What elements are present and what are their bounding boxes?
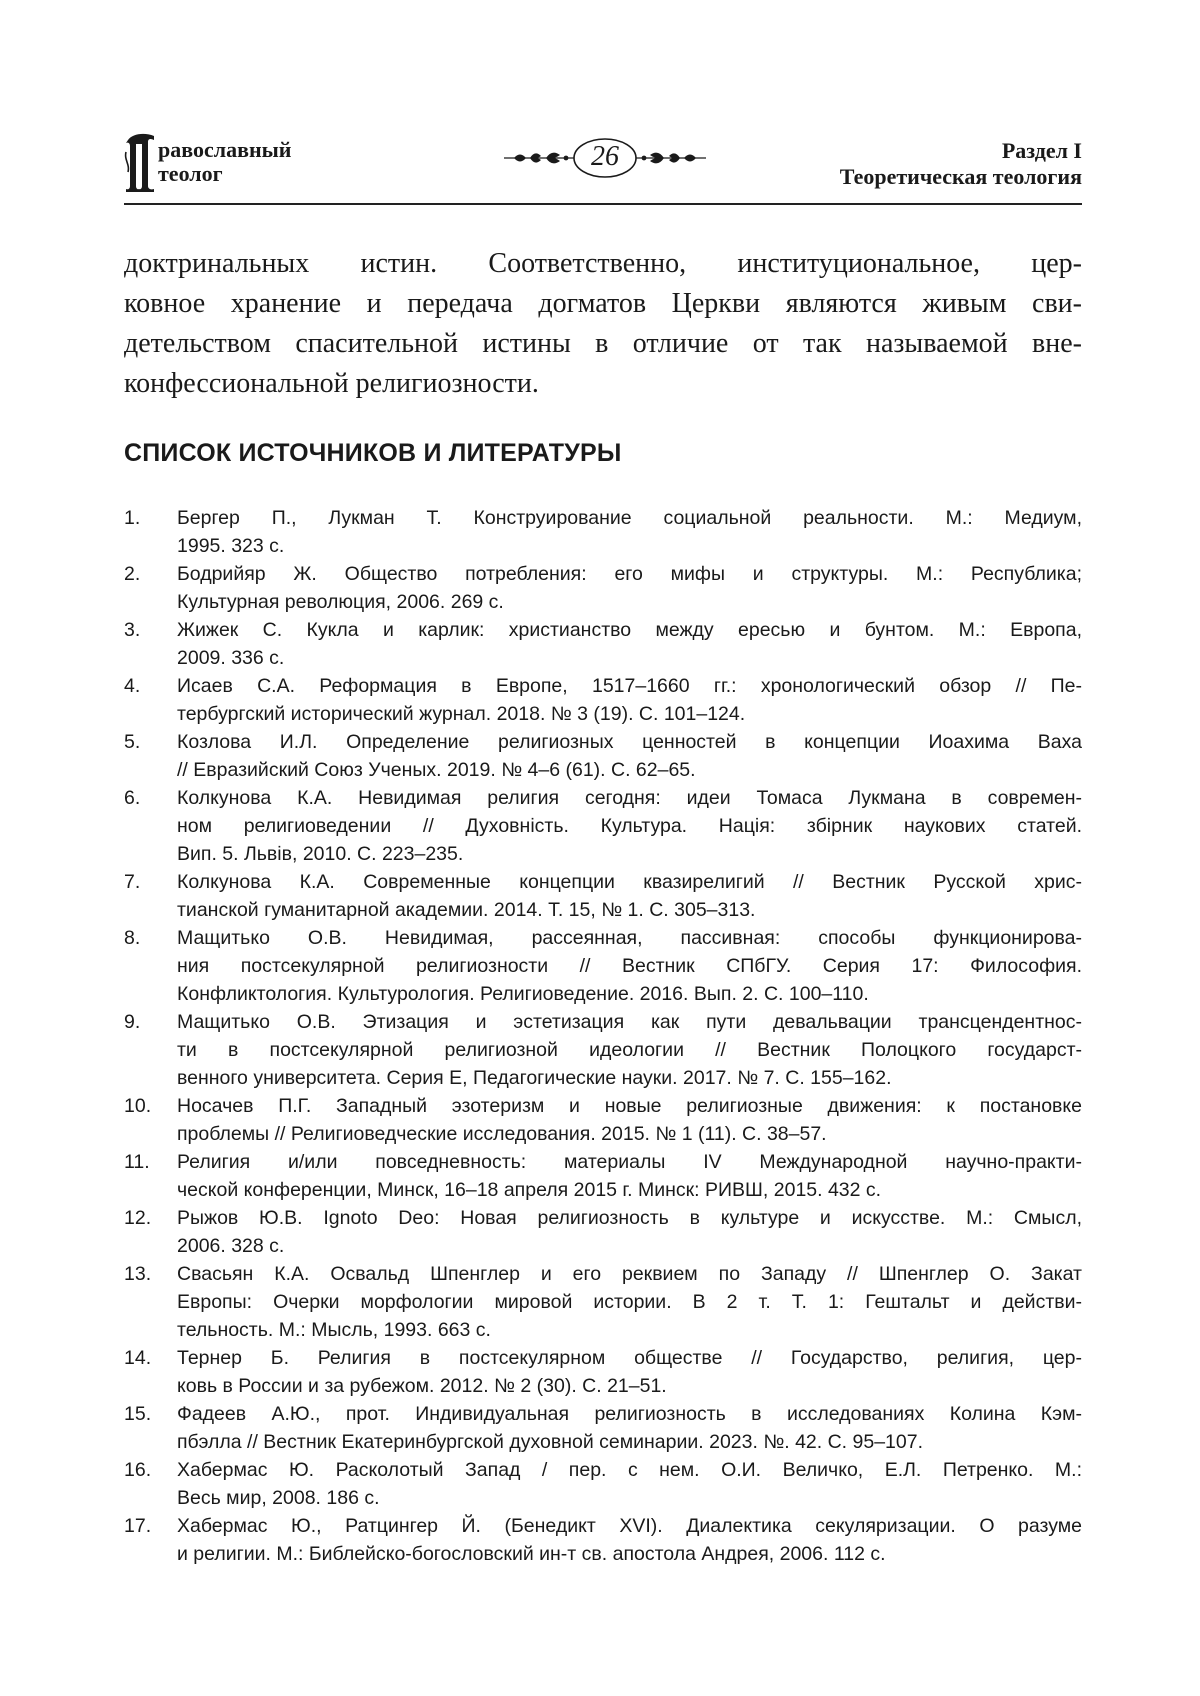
reference-text-line: ти в постсекулярной религиозной идеологии // Вестник Полоцкого государст- [177,1039,1082,1061]
journal-logo-initial [124,130,158,194]
journal-logo [124,136,324,200]
body-paragraph [124,244,1082,404]
reference-number: 11. [124,1151,150,1173]
page-number: 26 [591,141,619,172]
reference-item [124,1400,1082,1456]
reference-number: 4. [124,675,141,697]
reference-item [124,672,1082,728]
journal-title [158,138,291,186]
reference-number: 6. [124,787,141,809]
reference-text-line: Свасьян К.А. Освальд Шпенглер и его реквием по Западу // Шпенглер О. Закат [177,1263,1082,1285]
header-divider [124,203,1082,205]
section-info [840,138,1082,190]
reference-text-line: Бодрийяр Ж. Общество потребления: его мифы и структуры. М.: Республика; [177,563,1082,585]
reference-text-line: Мащитько О.В. Невидимая, рассеянная, пассивная: способы функционирова- [177,927,1082,949]
references-list [124,504,1082,1568]
reference-number: 13. [124,1263,152,1285]
reference-item [124,1260,1082,1344]
reference-number: 17. [124,1515,152,1537]
body-line: доктринальных истин. Соответственно, институциональное, цер- [124,248,1082,279]
reference-number: 16. [124,1459,152,1481]
reference-text-line: ния постсекулярной религиозности // Вестник СПбГУ. Серия 17: Философия. [177,955,1082,977]
reference-text-line: ковь в России и за рубежом. 2012. № 2 (30). С. 21–51. [177,1375,667,1397]
reference-item [124,1456,1082,1512]
running-header [124,132,1082,204]
reference-item [124,616,1082,672]
reference-number: 9. [124,1011,141,1033]
reference-text-line: Тернер Б. Религия в постсекулярном обществе // Государство, религия, цер- [177,1347,1082,1369]
references-heading: СПИСОК ИСТОЧНИКОВ И ЛИТЕРАТУРЫ [124,439,622,467]
reference-text-line: Мащитько О.В. Этизация и эстетизация как пути девальвации трансцендентнос- [177,1011,1082,1033]
reference-item [124,868,1082,924]
reference-text-line: проблемы // Религиоведческие исследования. 2015. № 1 (11). С. 38–57. [177,1123,827,1145]
reference-item [124,560,1082,616]
section-title: Теоретическая теология [839,164,1082,189]
reference-number: 7. [124,871,141,893]
reference-item [124,728,1082,784]
reference-number: 3. [124,619,141,641]
reference-item [124,504,1082,560]
reference-text-line: Фадеев А.Ю., прот. Индивидуальная религиозность в исследованиях Колина Кэм- [177,1403,1082,1425]
reference-number: 1. [124,507,141,529]
journal-title-line2: теолог [158,161,223,186]
reference-number: 10. [124,1095,152,1117]
reference-text-line: тианской гуманитарной академии. 2014. Т. 15, № 1. С. 305–313. [177,899,756,921]
reference-number: 15. [124,1403,152,1425]
reference-text-line: Весь мир, 2008. 186 с. [177,1487,380,1509]
reference-text-line: Культурная революция, 2006. 269 с. [177,591,504,613]
body-line: конфессиональной религиозности. [124,368,539,399]
reference-text-line: 1995. 323 с. [177,535,285,557]
body-line: детельством спасительной истины в отличие от так называемой вне- [124,328,1082,359]
reference-text-line: 2009. 336 с. [177,647,285,669]
reference-item [124,1204,1082,1260]
reference-text-line: Религия и/или повседневность: материалы IV Международной научно-практи- [177,1151,1082,1173]
reference-text-line: Колкунова К.А. Современные концепции квазирелигий // Вестник Русской хрис- [177,871,1082,893]
reference-text-line: Исаев С.А. Реформация в Европе, 1517–1660 гг.: хронологический обзор // Пе- [177,675,1082,697]
reference-text-line: Хабермас Ю., Ратцингер Й. (Бенедикт XVI). Диалектика секуляризации. О разуме [177,1515,1082,1537]
page-number-block [500,134,710,182]
reference-text-line: // Евразийский Союз Ученых. 2019. № 4–6 (61). С. 62–65. [177,759,696,781]
reference-item [124,1344,1082,1400]
reference-number: 8. [124,927,141,949]
reference-number: 14. [124,1347,152,1369]
reference-number: 2. [124,563,141,585]
reference-text-line: Жижек С. Кукла и карлик: христианство между ересью и бунтом. М.: Европа, [177,619,1082,641]
reference-number: 5. [124,731,141,753]
reference-text-line: тельность. М.: Мысль, 1993. 663 с. [177,1319,491,1341]
section-label: Раздел I [1001,138,1082,163]
reference-text-line: Рыжов Ю.В. Ignoto Deo: Новая религиозность в культуре и искусстве. М.: Смысл, [177,1207,1082,1229]
reference-item [124,1008,1082,1092]
reference-text-line: тербургский исторический журнал. 2018. № 3 (19). С. 101–124. [177,703,746,725]
reference-text-line: 2006. 328 с. [177,1235,285,1257]
reference-item [124,1512,1082,1568]
reference-text-line: и религии. М.: Библейско-богословский ин-т св. апостола Андрея, 2006. 112 с. [177,1543,886,1565]
reference-text-line: Вип. 5. Львів, 2010. С. 223–235. [177,843,464,865]
reference-item [124,1148,1082,1204]
reference-item [124,924,1082,1008]
reference-text-line: Европы: Очерки морфологии мировой истории. В 2 т. Т. 1: Гештальт и действи- [177,1291,1082,1313]
reference-item [124,1092,1082,1148]
reference-text-line: Хабермас Ю. Расколотый Запад / пер. с нем. О.И. Величко, Е.Л. Петренко. М.: [177,1459,1082,1481]
reference-text-line: ческой конференции, Минск, 16–18 апреля 2015 г. Минск: РИВШ, 2015. 432 с. [177,1179,882,1201]
reference-text-line: Козлова И.Л. Определение религиозных ценностей в концепции Иоахима Ваха [177,731,1082,753]
reference-text-line: венного университета. Серия Е, Педагогические науки. 2017. № 7. С. 155–162. [177,1067,892,1089]
reference-text-line: ном религиоведении // Духовність. Культура. Нація: збірник наукових статей. [177,815,1082,837]
body-line: ковное хранение и передача догматов Церкви являются живым сви- [124,288,1082,319]
reference-number: 12. [124,1207,152,1229]
reference-text-line: пбэлла // Вестник Екатеринбургской духовной семинарии. 2023. №. 42. С. 95–107. [177,1431,924,1453]
reference-text-line: Бергер П., Лукман Т. Конструирование социальной реальности. М.: Медиум, [177,507,1082,529]
journal-title-line1: равославный [158,137,292,162]
reference-text-line: Носачев П.Г. Западный эзотеризм и новые религиозные движения: к постановке [177,1095,1082,1117]
reference-item [124,784,1082,868]
reference-text-line: Конфликтология. Культурология. Религиоведение. 2016. Вып. 2. С. 100–110. [177,983,869,1005]
reference-text-line: Колкунова К.А. Невидимая религия сегодня: идеи Томаса Лукмана в современ- [177,787,1082,809]
